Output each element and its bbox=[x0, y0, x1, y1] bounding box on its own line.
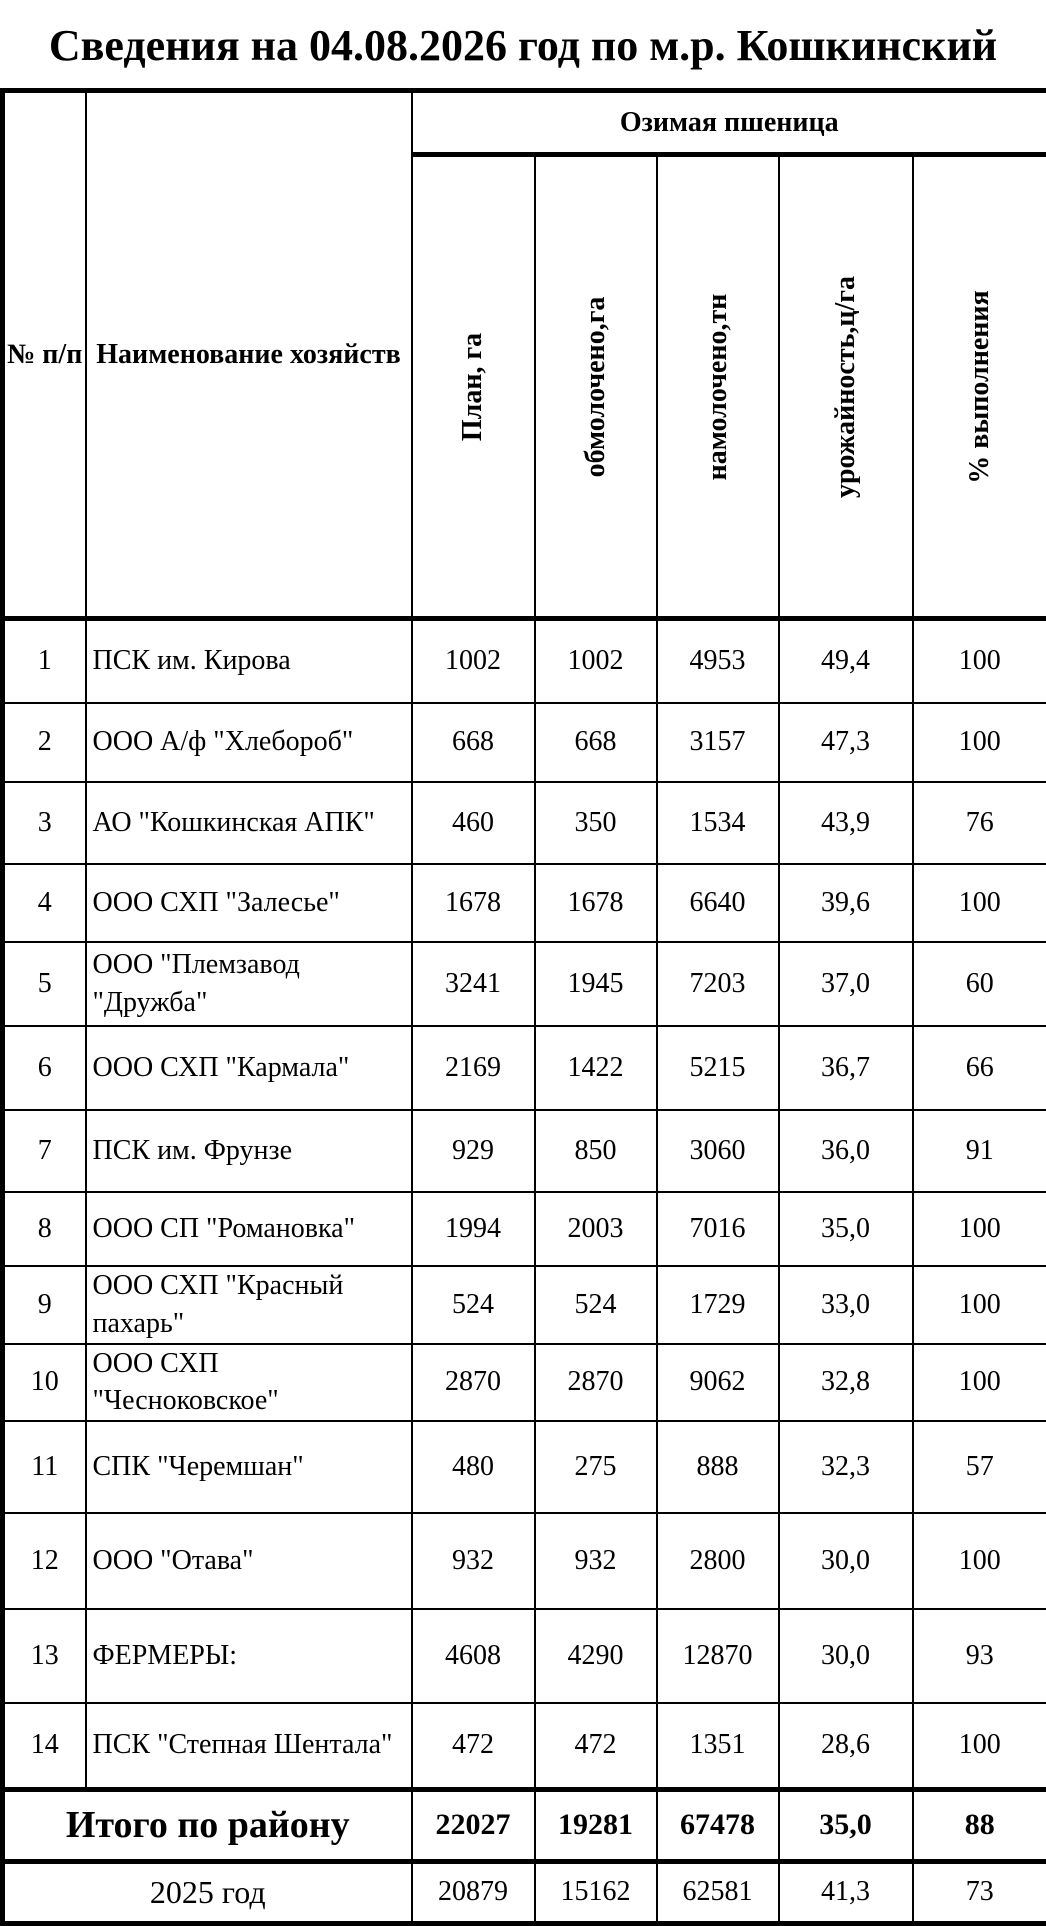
previous-year-threshed: 15162 bbox=[535, 1861, 657, 1923]
farm-name: ПСК им. Кирова bbox=[86, 619, 412, 703]
row-number: 3 bbox=[3, 782, 86, 864]
percent-cell: 100 bbox=[913, 703, 1046, 782]
threshed-cell: 524 bbox=[535, 1266, 657, 1344]
table-row bbox=[3, 782, 1046, 864]
header-threshed: обмолочено,га bbox=[535, 155, 657, 619]
previous-year-label: 2025 год bbox=[3, 1861, 412, 1923]
yield-tons-cell: 1729 bbox=[657, 1266, 779, 1344]
farm-name: ООО "Отава" bbox=[86, 1513, 412, 1609]
table-row bbox=[3, 1609, 1046, 1703]
total-yield-per-ha: 35,0 bbox=[779, 1789, 913, 1861]
row-number: 7 bbox=[3, 1110, 86, 1192]
farm-name: ПСК "Степная Шентала" bbox=[86, 1703, 412, 1789]
table-row bbox=[3, 1421, 1046, 1513]
table-row bbox=[3, 619, 1046, 703]
row-number: 10 bbox=[3, 1344, 86, 1422]
previous-year-percent: 73 bbox=[913, 1861, 1046, 1923]
yield-tons-cell: 1534 bbox=[657, 782, 779, 864]
total-yield-tons: 67478 bbox=[657, 1789, 779, 1861]
percent-cell: 76 bbox=[913, 782, 1046, 864]
threshed-cell: 850 bbox=[535, 1110, 657, 1192]
row-number: 6 bbox=[3, 1026, 86, 1110]
plan-cell: 929 bbox=[412, 1110, 535, 1192]
percent-cell: 100 bbox=[913, 1344, 1046, 1422]
table-row bbox=[3, 1703, 1046, 1789]
row-number: 11 bbox=[3, 1421, 86, 1513]
yield-tons-cell: 3060 bbox=[657, 1110, 779, 1192]
previous-year-plan: 20879 bbox=[412, 1861, 535, 1923]
header-plan: План, га bbox=[412, 155, 535, 619]
table-row bbox=[3, 1344, 1046, 1422]
percent-cell: 100 bbox=[913, 864, 1046, 942]
yield-per-ha-cell: 35,0 bbox=[779, 1192, 913, 1266]
table-row bbox=[3, 1026, 1046, 1110]
yield-tons-cell: 3157 bbox=[657, 703, 779, 782]
page-title: Сведения на 04.08.2026 год по м.р. Кошкинский bbox=[0, 10, 1046, 80]
yield-per-ha-cell: 37,0 bbox=[779, 942, 913, 1026]
row-number: 4 bbox=[3, 864, 86, 942]
yield-per-ha-cell: 36,7 bbox=[779, 1026, 913, 1110]
plan-cell: 472 bbox=[412, 1703, 535, 1789]
yield-per-ha-cell: 33,0 bbox=[779, 1266, 913, 1344]
plan-cell: 1002 bbox=[412, 619, 535, 703]
header-yield-tons: намолочено,тн bbox=[657, 155, 779, 619]
plan-cell: 1678 bbox=[412, 864, 535, 942]
percent-cell: 100 bbox=[913, 619, 1046, 703]
yield-per-ha-cell: 43,9 bbox=[779, 782, 913, 864]
yield-tons-cell: 1351 bbox=[657, 1703, 779, 1789]
percent-cell: 91 bbox=[913, 1110, 1046, 1192]
row-number: 5 bbox=[3, 942, 86, 1026]
threshed-cell: 2870 bbox=[535, 1344, 657, 1422]
plan-cell: 524 bbox=[412, 1266, 535, 1344]
percent-cell: 93 bbox=[913, 1609, 1046, 1703]
total-row bbox=[3, 1789, 1046, 1861]
yield-per-ha-cell: 28,6 bbox=[779, 1703, 913, 1789]
yield-per-ha-cell: 49,4 bbox=[779, 619, 913, 703]
row-number: 13 bbox=[3, 1609, 86, 1703]
total-plan: 22027 bbox=[412, 1789, 535, 1861]
plan-cell: 3241 bbox=[412, 942, 535, 1026]
row-number: 14 bbox=[3, 1703, 86, 1789]
yield-tons-cell: 12870 bbox=[657, 1609, 779, 1703]
threshed-cell: 2003 bbox=[535, 1192, 657, 1266]
total-threshed: 19281 bbox=[535, 1789, 657, 1861]
farm-name: ООО "Племзавод "Дружба" bbox=[86, 942, 412, 1026]
header-group-winter-wheat: Озимая пшеница bbox=[412, 91, 1046, 155]
yield-per-ha-cell: 30,0 bbox=[779, 1609, 913, 1703]
harvest-table bbox=[0, 88, 1046, 1926]
yield-per-ha-cell: 36,0 bbox=[779, 1110, 913, 1192]
total-label: Итого по району bbox=[3, 1789, 412, 1861]
threshed-cell: 275 bbox=[535, 1421, 657, 1513]
farm-name: ФЕРМЕРЫ: bbox=[86, 1609, 412, 1703]
farm-name: ООО СП "Романовка" bbox=[86, 1192, 412, 1266]
plan-cell: 1994 bbox=[412, 1192, 535, 1266]
table-row bbox=[3, 703, 1046, 782]
farm-name: ООО СХП "Чесноковское" bbox=[86, 1344, 412, 1422]
plan-cell: 2870 bbox=[412, 1344, 535, 1422]
plan-cell: 668 bbox=[412, 703, 535, 782]
table-row bbox=[3, 942, 1046, 1026]
header-yield-per-ha: урожайность,ц/га bbox=[779, 155, 913, 619]
yield-per-ha-cell: 39,6 bbox=[779, 864, 913, 942]
yield-per-ha-cell: 32,8 bbox=[779, 1344, 913, 1422]
threshed-cell: 4290 bbox=[535, 1609, 657, 1703]
plan-cell: 4608 bbox=[412, 1609, 535, 1703]
header-percent: % выполнения bbox=[913, 155, 1046, 619]
row-number: 1 bbox=[3, 619, 86, 703]
threshed-cell: 668 bbox=[535, 703, 657, 782]
threshed-cell: 1945 bbox=[535, 942, 657, 1026]
farm-name: ПСК им. Фрунзе bbox=[86, 1110, 412, 1192]
table-row bbox=[3, 1266, 1046, 1344]
yield-tons-cell: 888 bbox=[657, 1421, 779, 1513]
header-number: № п/п bbox=[3, 91, 86, 619]
percent-cell: 66 bbox=[913, 1026, 1046, 1110]
threshed-cell: 1422 bbox=[535, 1026, 657, 1110]
percent-cell: 60 bbox=[913, 942, 1046, 1026]
row-number: 8 bbox=[3, 1192, 86, 1266]
yield-per-ha-cell: 32,3 bbox=[779, 1421, 913, 1513]
yield-tons-cell: 7203 bbox=[657, 942, 779, 1026]
farm-name: ООО СХП "Красный пахарь" bbox=[86, 1266, 412, 1344]
farm-name: АО "Кошкинская АПК" bbox=[86, 782, 412, 864]
threshed-cell: 472 bbox=[535, 1703, 657, 1789]
row-number: 9 bbox=[3, 1266, 86, 1344]
yield-tons-cell: 5215 bbox=[657, 1026, 779, 1110]
yield-tons-cell: 7016 bbox=[657, 1192, 779, 1266]
previous-year-yield-per-ha: 41,3 bbox=[779, 1861, 913, 1923]
total-percent: 88 bbox=[913, 1789, 1046, 1861]
percent-cell: 100 bbox=[913, 1703, 1046, 1789]
plan-cell: 932 bbox=[412, 1513, 535, 1609]
yield-tons-cell: 9062 bbox=[657, 1344, 779, 1422]
plan-cell: 480 bbox=[412, 1421, 535, 1513]
yield-tons-cell: 4953 bbox=[657, 619, 779, 703]
row-number: 12 bbox=[3, 1513, 86, 1609]
percent-cell: 100 bbox=[913, 1266, 1046, 1344]
yield-tons-cell: 6640 bbox=[657, 864, 779, 942]
yield-tons-cell: 2800 bbox=[657, 1513, 779, 1609]
plan-cell: 2169 bbox=[412, 1026, 535, 1110]
farm-name: ООО СХП "Кармала" bbox=[86, 1026, 412, 1110]
row-number: 2 bbox=[3, 703, 86, 782]
percent-cell: 100 bbox=[913, 1192, 1046, 1266]
yield-per-ha-cell: 30,0 bbox=[779, 1513, 913, 1609]
yield-per-ha-cell: 47,3 bbox=[779, 703, 913, 782]
threshed-cell: 1678 bbox=[535, 864, 657, 942]
table-row bbox=[3, 1513, 1046, 1609]
farm-name: ООО А/ф "Хлебороб" bbox=[86, 703, 412, 782]
table-row bbox=[3, 864, 1046, 942]
farm-name: СПК "Черемшан" bbox=[86, 1421, 412, 1513]
farm-name: ООО СХП "Залесье" bbox=[86, 864, 412, 942]
previous-year-yield-tons: 62581 bbox=[657, 1861, 779, 1923]
plan-cell: 460 bbox=[412, 782, 535, 864]
percent-cell: 57 bbox=[913, 1421, 1046, 1513]
header-name: Наименование хозяйств bbox=[86, 91, 412, 619]
table-row bbox=[3, 1192, 1046, 1266]
threshed-cell: 932 bbox=[535, 1513, 657, 1609]
previous-year-row bbox=[3, 1861, 1046, 1923]
table-row bbox=[3, 1110, 1046, 1192]
threshed-cell: 350 bbox=[535, 782, 657, 864]
percent-cell: 100 bbox=[913, 1513, 1046, 1609]
threshed-cell: 1002 bbox=[535, 619, 657, 703]
